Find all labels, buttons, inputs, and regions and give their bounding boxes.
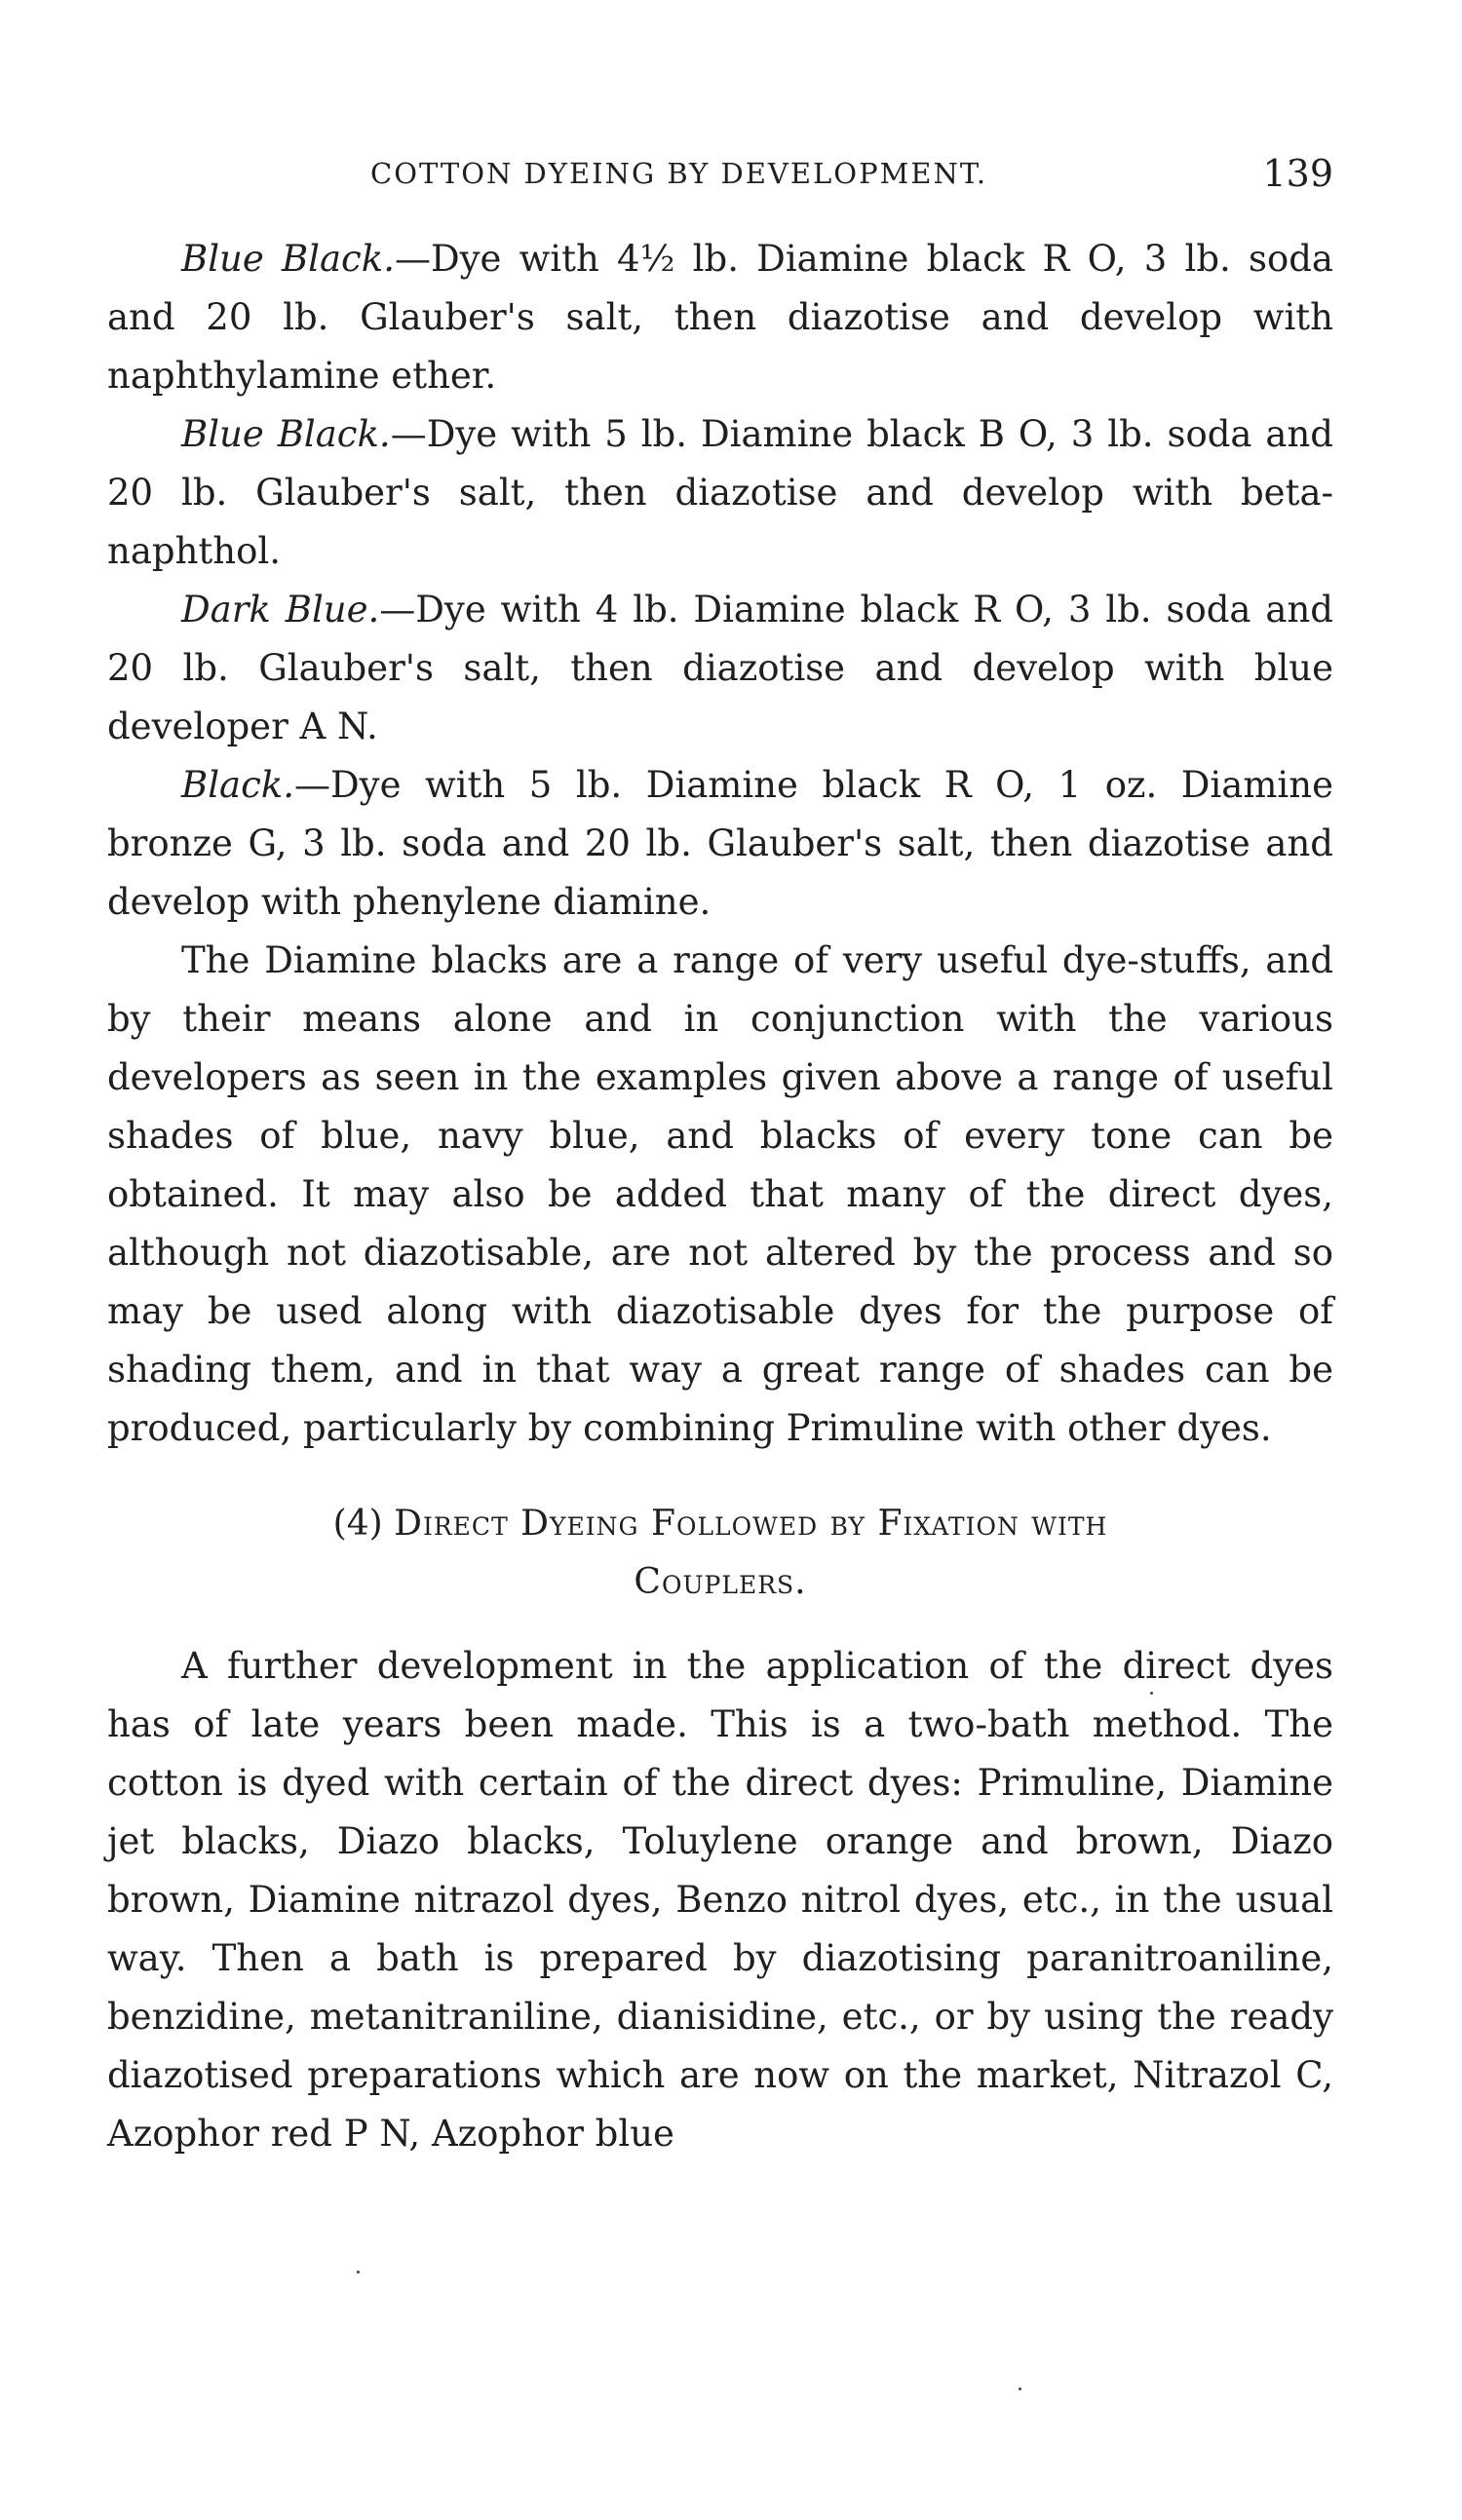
page-number: 139: [1262, 152, 1333, 195]
body-text: [107, 230, 1333, 2163]
recipe-paragraph: [107, 405, 1333, 581]
recipe-label: Black.: [181, 764, 294, 806]
section-number: (4): [332, 1504, 383, 1544]
running-head: [107, 144, 1333, 203]
recipe-paragraph: [107, 230, 1333, 405]
section-heading-line-1: [107, 1495, 1333, 1553]
recipe-text: —Dye with 4 lb. Diamine black R O, 3 lb. soda and 20 lb. Glauber's salt, then diazotise and develop with blue developer A N.: [107, 589, 1333, 747]
section-heading: [107, 1495, 1333, 1612]
recipe-paragraph: [107, 581, 1333, 756]
stray-mark: [1019, 2387, 1021, 2390]
recipe-text: —Dye with 5 lb. Diamine black R O, 1 oz. Diamine bronze G, 3 lb. soda and 20 lb. Glauber's salt, then diazotise and develop with phenylene diamine.: [107, 764, 1333, 923]
recipe-paragraph: [107, 756, 1333, 932]
running-title: COTTON DYEING BY DEVELOPMENT.: [370, 157, 988, 190]
recipe-text: —Dye with 4½ lb. Diamine black R O, 3 lb. soda and 20 lb. Glauber's salt, then diazotise and develop with naphthylamine ether.: [107, 238, 1333, 397]
diamine-blacks-paragraph: The Diamine blacks are a range of very useful dye-stuffs, and by their means alone and in conjunction with the various developers as seen in the examples given above a range of useful shades of blue, navy blue, and blacks of every tone can be obtained. It may also be added that many of the direct dyes, although not diazotisable, are not altered by the process and so may be used along with diazotisable dyes for the purpose of shading them, and in that way a great range of shades can be produced, particularly by combining Primuline with other dyes.: [107, 939, 1333, 1449]
recipe-label: Blue Black.: [181, 413, 391, 455]
two-bath-method-paragraph: A further development in the application of the direct dyes has of late years been made. This is a two-bath method. The cotton is dyed with certain of the direct dyes: Primuline, Diamine jet blacks, Diazo blacks, Toluylene orange and brown, Diazo brown, Diamine nitrazol dyes, Benzo nitrol dyes, etc., in the usual way. Then a bath is prepared by diazotising paranitroaniline, benzidine, metanitraniline, dianisidine, etc., or by using the ready diazotised preparations which are now on the market, Nitrazol C, Azophor red P N, Azophor blue: [107, 1645, 1333, 2155]
section-title-line-1: Direct Dyeing Followed by Fixation with: [394, 1504, 1108, 1544]
stray-mark: [357, 2271, 360, 2273]
recipe-label: Dark Blue.: [181, 589, 380, 630]
recipe-label: Blue Black.: [181, 238, 395, 280]
recipe-text: —Dye with 5 lb. Diamine black B O, 3 lb. soda and 20 lb. Glauber's salt, then diazotise and develop with beta-naphthol.: [107, 413, 1333, 572]
stray-mark: [1150, 1692, 1153, 1695]
section-title-line-2: Couplers.: [634, 1562, 807, 1602]
